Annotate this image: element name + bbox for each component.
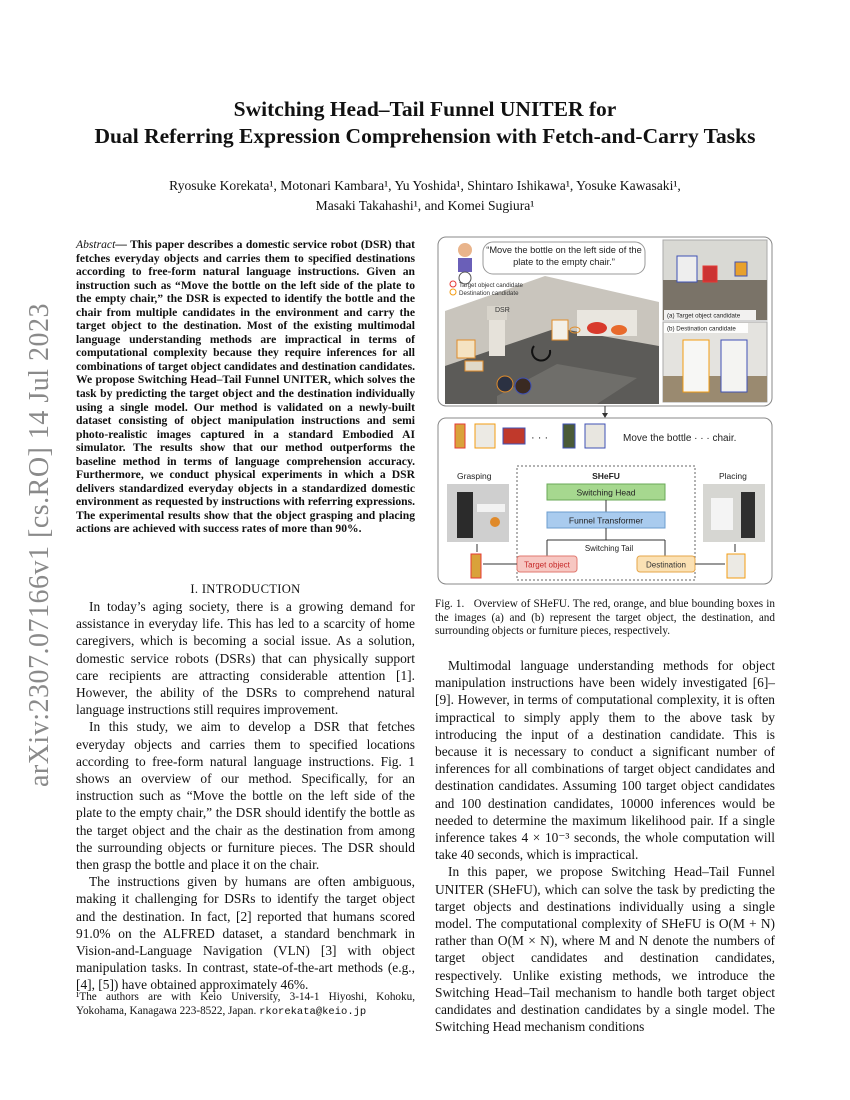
abstract-label: Abstract xyxy=(76,238,116,251)
placing-label: Placing xyxy=(719,471,747,481)
thumbnail-ellipsis: · · · xyxy=(531,432,549,444)
caption-text: Overview of SHeFU. The red, orange, and blue bounding boxes in the images (a) and (b) represent the target object, the destination, and surrounding objects or furniture pieces, respectively. xyxy=(435,598,775,638)
introduction-body xyxy=(76,598,415,994)
paper-title xyxy=(60,96,790,150)
instruction-tokens: Move the bottle · · · chair. xyxy=(623,433,737,444)
instruction-quote: “Move the bottle on the left side of the plate to the empty chair.” xyxy=(486,245,642,267)
destination-label: Destination xyxy=(645,560,687,570)
arxiv-id: arXiv:2307.07166v1 [cs.RO] 14 Jul 2023 xyxy=(24,302,55,788)
footnote-text: ¹The authors are with Keio University, 3-14-1 Hiyoshi, Kohoku, Yokohama, Kanagawa 223-8522, Japan. xyxy=(76,991,415,1017)
placing-photo xyxy=(703,484,765,542)
figure-1-caption xyxy=(435,598,775,639)
panel-b-image xyxy=(663,322,767,402)
funnel-transformer-label: Funnel Transformer xyxy=(568,515,644,526)
switching-tail-label: Switching Tail xyxy=(584,544,634,553)
title-line-2: Dual Referring Expression Comprehension with Fetch-and-Carry Tasks xyxy=(94,124,756,148)
panel-a-label: (a) Target object candidate xyxy=(667,312,741,320)
panel-b-label: (b) Destination candidate xyxy=(667,325,736,333)
authors-line-1: Ryosuke Korekata¹, Motonari Kambara¹, Yu Yoshida¹, Shintaro Ishikawa¹, Yosuke Kawasaki¹, xyxy=(169,178,681,193)
legend-destination-label: Destination candidate xyxy=(459,290,519,297)
destination-output-thumbnail xyxy=(727,554,745,578)
arxiv-identifier-sidebar xyxy=(20,300,60,790)
right-paragraph-2: In this paper, we propose Switching Head–Tail Funnel UNITER (SHeFU), which can solve the task by predicting the target objects and destinations individually using a single model. The computational complexity of SHeFU is O(M + N) rather than O(M × N), where M and N denote the numbers of target object candidates and destination candidates, respectively. Unlike existing methods, we introduce the Switching Head–Tail mechanism to handle both target object candidates and destination candidates by a single model. The Switching Head mechanism conditions xyxy=(435,864,775,1035)
legend-target-label: Target object candidate xyxy=(459,282,523,289)
target-object-label: Target object xyxy=(524,560,570,570)
right-paragraph-1: Multimodal language understanding methods for object manipulation instructions have been widely investigated [6]–[9]. However, in terms of computational complexity, it is often impractical to simply apply them to the above task by introducing the input of a destination candidate. This is because it is necessary to conduct a significant number of inferences for all combinations of target object candidates and destination candidates. Assuming 100 target object candidates and 100 destination candidates, 10000 inferences would be needed to determine the maximum likelihood pair. If a single inference takes 4 × 10⁻³ seconds, the whole computation will take 40 seconds, which is impractical. xyxy=(435,658,775,863)
title-line-1: Switching Head–Tail Funnel UNITER for xyxy=(233,97,617,121)
grasping-label: Grasping xyxy=(457,471,492,481)
dsr-label: DSR xyxy=(495,307,510,314)
caption-label: Fig. 1. xyxy=(435,598,465,610)
connector-arrowhead xyxy=(602,413,608,418)
abstract xyxy=(76,238,415,536)
switching-head-label: Switching Head xyxy=(576,487,636,498)
section-heading-introduction: I. INTRODUCTION xyxy=(190,582,301,596)
target-output-thumbnail xyxy=(471,554,481,578)
author-email: rkorekata@keio.jp xyxy=(259,1006,367,1018)
intro-paragraph-2: In this study, we aim to develop a DSR that fetches everyday objects and carries them to specified locations according to free-form natural language instructions. Fig. 1 shows an overview of our method. Specifically, for an instruction such as “Move the bottle on the left side of the plate to the empty chair,” the DSR should identify the bottle as the target object and the chair as the destination from among the surrounding objects or furniture pieces. The DSR should then grasp the bottle and place it on the chair. xyxy=(76,719,415,873)
figure-1-overview xyxy=(437,236,773,586)
affiliation-footnote xyxy=(76,990,415,1019)
shefu-model-name: SHeFU xyxy=(592,471,620,481)
abstract-text: — This paper describes a domestic service robot (DSR) that fetches everyday objects and carries them to specified destinations according to free-form natural language instructions. Given an instruction such as “Move the bottle on the left side of the plate to the empty chair,” the DSR is expected to identify the bottle and the chair from multiple candidates in the environment and carry the target object to the destination. Most of the existing multimodal language understanding methods are impractical in terms of computational complexity because they require inferences for all combinations of target object candidates and destination candidates. We propose Switching Head–Tail Funnel UNITER, which solves the task by predicting the target object and the destination individually using a single model. Our method is validated on a newly-built dataset consisting of object manipulation instructions and semi photo-realistic images captured in a standard Embodied AI simulator. The results show that our method outperforms the baseline method in terms of language comprehension accuracy. Furthermore, we conduct physical experiments in which a DSR delivers standardized everyday objects in a standardized domestic environment as requested by instructions with referring expressions. The experimental results show that the object grasping and placing actions are achieved with success rates of more than 90%. xyxy=(76,238,415,536)
grasping-photo xyxy=(447,484,509,542)
right-column-body xyxy=(435,657,775,1035)
intro-paragraph-1: In today’s aging society, there is a growing demand for assistance in everyday life. This has led to a scarcity of home caregivers, which is becoming a social issue. As a solution, domestic service robots (DSRs) that can physically support care recipients are attracting considerable attention [1]. However, the ability of the DSRs to comprehend natural language instructions still requires improvement. xyxy=(76,599,415,718)
author-list xyxy=(60,176,790,216)
intro-paragraph-3: The instructions given by humans are often ambiguous, making it challenging for DSRs to identify the target object and the destination. In fact, [2] reported that humans scored 91.0% on the ALFRED dataset, a standard benchmark in Vision-and-Language Navigation (VLN) [3] with object manipulation tasks. In contrast, state-of-the-art methods (e.g., [4], [5]) have obtained approximately 46%. xyxy=(76,874,415,993)
authors-line-2: Masaki Takahashi¹, and Komei Sugiura¹ xyxy=(315,198,535,213)
panel-a-image xyxy=(663,240,767,320)
